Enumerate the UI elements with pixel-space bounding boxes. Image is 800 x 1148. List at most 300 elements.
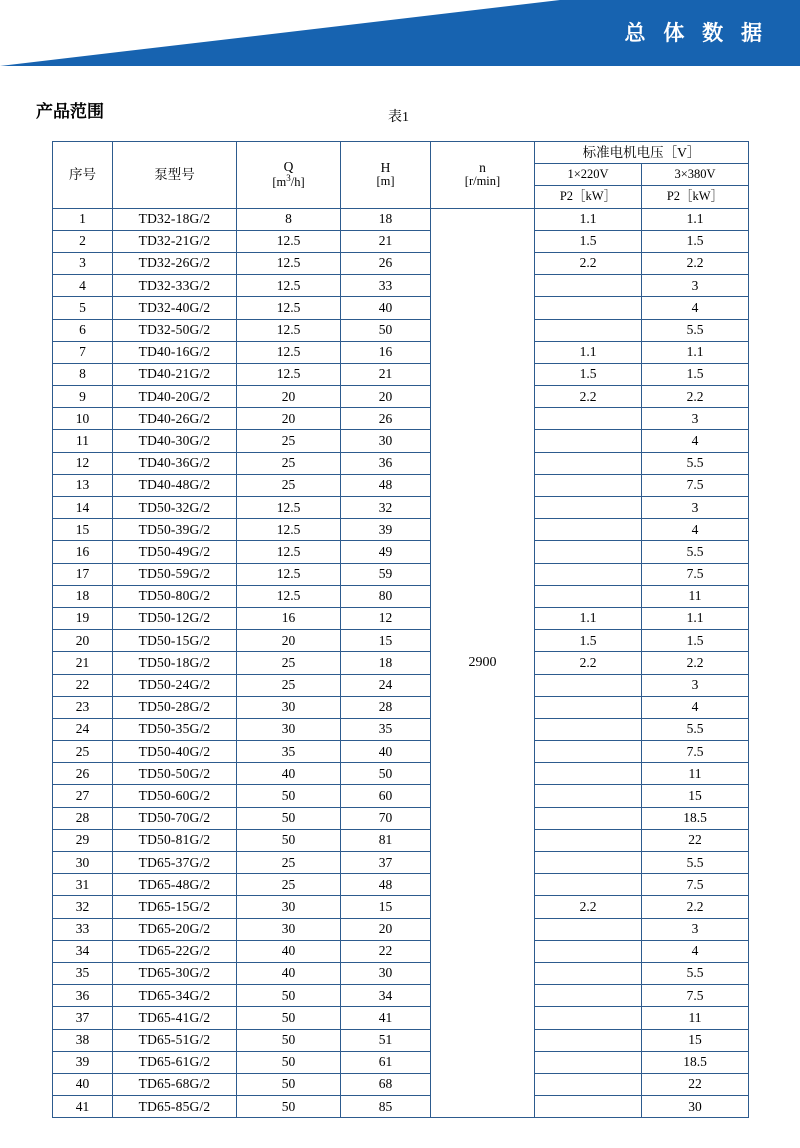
cell-q: 50 [237, 807, 341, 829]
cell-model: TD32-40G/2 [113, 297, 237, 319]
cell-p2-380: 18.5 [642, 1051, 749, 1073]
table-row [53, 852, 749, 874]
cell-p2-220 [535, 297, 642, 319]
section-heading: 产品范围 [36, 102, 104, 121]
cell-q: 8 [237, 208, 341, 230]
cell-p2-220: 1.5 [535, 630, 642, 652]
table-row [53, 297, 749, 319]
cell-no: 27 [53, 785, 113, 807]
table-row [53, 918, 749, 940]
cell-q: 12.5 [237, 541, 341, 563]
table-row [53, 319, 749, 341]
cell-no: 22 [53, 674, 113, 696]
cell-model: TD50-70G/2 [113, 807, 237, 829]
table-row [53, 718, 749, 740]
cell-h: 21 [341, 363, 431, 385]
cell-p2-220: 2.2 [535, 386, 642, 408]
cell-q: 35 [237, 741, 341, 763]
cell-p2-220 [535, 319, 642, 341]
cell-q: 30 [237, 696, 341, 718]
cell-model: TD50-59G/2 [113, 563, 237, 585]
cell-h: 15 [341, 630, 431, 652]
cell-no: 24 [53, 718, 113, 740]
cell-h: 48 [341, 874, 431, 896]
cell-p2-220: 1.1 [535, 607, 642, 629]
cell-no: 14 [53, 497, 113, 519]
cell-q: 12.5 [237, 563, 341, 585]
cell-h: 33 [341, 275, 431, 297]
cell-h: 50 [341, 319, 431, 341]
cell-h: 18 [341, 652, 431, 674]
cell-h: 49 [341, 541, 431, 563]
cell-q: 40 [237, 962, 341, 984]
cell-model: TD40-16G/2 [113, 341, 237, 363]
cell-q: 20 [237, 408, 341, 430]
page-header-band [0, 0, 800, 66]
cell-p2-380: 22 [642, 829, 749, 851]
table-row [53, 363, 749, 385]
cell-p2-380: 2.2 [642, 252, 749, 274]
cell-q: 12.5 [237, 341, 341, 363]
cell-p2-380: 5.5 [642, 452, 749, 474]
cell-q: 50 [237, 1096, 341, 1118]
cell-p2-220 [535, 430, 642, 452]
table-row [53, 563, 749, 585]
cell-h: 85 [341, 1096, 431, 1118]
cell-model: TD65-15G/2 [113, 896, 237, 918]
cell-model: TD50-80G/2 [113, 585, 237, 607]
cell-no: 35 [53, 962, 113, 984]
table-row [53, 652, 749, 674]
table-row [53, 1007, 749, 1029]
cell-no: 33 [53, 918, 113, 940]
cell-q: 50 [237, 785, 341, 807]
cell-h: 41 [341, 1007, 431, 1029]
table-row [53, 1029, 749, 1051]
cell-no: 36 [53, 985, 113, 1007]
table-row [53, 607, 749, 629]
cell-p2-220: 1.5 [535, 363, 642, 385]
header-h-symbol: H [380, 160, 391, 176]
cell-model: TD32-18G/2 [113, 208, 237, 230]
cell-p2-380: 5.5 [642, 718, 749, 740]
cell-no: 31 [53, 874, 113, 896]
cell-model: TD65-22G/2 [113, 940, 237, 962]
cell-p2-380: 1.5 [642, 230, 749, 252]
table-row [53, 430, 749, 452]
cell-p2-220 [535, 563, 642, 585]
cell-p2-380: 22 [642, 1073, 749, 1095]
cell-n-speed: 2900 [431, 208, 535, 1118]
cell-p2-380: 5.5 [642, 852, 749, 874]
table-row [53, 408, 749, 430]
cell-p2-220: 1.1 [535, 341, 642, 363]
cell-q: 40 [237, 940, 341, 962]
cell-h: 20 [341, 918, 431, 940]
cell-p2-220 [535, 718, 642, 740]
cell-p2-220 [535, 452, 642, 474]
cell-p2-220 [535, 985, 642, 1007]
cell-p2-380: 3 [642, 275, 749, 297]
table-body [53, 208, 749, 1118]
cell-no: 29 [53, 829, 113, 851]
cell-model: TD50-35G/2 [113, 718, 237, 740]
cell-p2-380: 7.5 [642, 985, 749, 1007]
cell-q: 25 [237, 474, 341, 496]
cell-model: TD50-32G/2 [113, 497, 237, 519]
header-n-unit: [r/min] [464, 174, 501, 189]
cell-model: TD65-30G/2 [113, 962, 237, 984]
cell-p2-380: 11 [642, 1007, 749, 1029]
cell-p2-380: 7.5 [642, 563, 749, 585]
cell-no: 38 [53, 1029, 113, 1051]
cell-p2-380: 4 [642, 696, 749, 718]
cell-p2-380: 4 [642, 430, 749, 452]
header-cell-h [341, 142, 431, 209]
cell-model: TD50-40G/2 [113, 741, 237, 763]
cell-model: TD50-12G/2 [113, 607, 237, 629]
cell-model: TD65-37G/2 [113, 852, 237, 874]
cell-no: 18 [53, 585, 113, 607]
header-cell-n [431, 142, 535, 209]
cell-q: 25 [237, 652, 341, 674]
cell-model: TD40-30G/2 [113, 430, 237, 452]
table-row [53, 630, 749, 652]
cell-p2-220 [535, 1073, 642, 1095]
cell-h: 30 [341, 430, 431, 452]
cell-p2-380: 30 [642, 1096, 749, 1118]
table-row [53, 474, 749, 496]
cell-no: 37 [53, 1007, 113, 1029]
cell-h: 26 [341, 408, 431, 430]
cell-h: 28 [341, 696, 431, 718]
table-row [53, 585, 749, 607]
cell-h: 34 [341, 985, 431, 1007]
page-title: 总 体 数 据 [624, 22, 768, 45]
cell-q: 25 [237, 874, 341, 896]
cell-p2-380: 2.2 [642, 652, 749, 674]
cell-model: TD32-33G/2 [113, 275, 237, 297]
cell-no: 16 [53, 541, 113, 563]
table-row [53, 962, 749, 984]
cell-no: 21 [53, 652, 113, 674]
product-range-table [52, 141, 749, 1118]
table-header-row-1 [53, 142, 749, 164]
cell-q: 12.5 [237, 519, 341, 541]
cell-no: 34 [53, 940, 113, 962]
cell-model: TD65-61G/2 [113, 1051, 237, 1073]
cell-model: TD40-21G/2 [113, 363, 237, 385]
cell-no: 12 [53, 452, 113, 474]
header-cell-voltage-220: 1×220V [535, 164, 642, 186]
cell-h: 70 [341, 807, 431, 829]
table-row [53, 829, 749, 851]
header-cell-p2-220: P2［kW］ [535, 186, 642, 208]
cell-h: 59 [341, 563, 431, 585]
cell-p2-380: 3 [642, 408, 749, 430]
cell-p2-220 [535, 585, 642, 607]
cell-q: 50 [237, 1007, 341, 1029]
cell-p2-380: 11 [642, 763, 749, 785]
cell-h: 40 [341, 297, 431, 319]
cell-model: TD40-26G/2 [113, 408, 237, 430]
cell-h: 30 [341, 962, 431, 984]
cell-h: 35 [341, 718, 431, 740]
cell-no: 5 [53, 297, 113, 319]
cell-no: 17 [53, 563, 113, 585]
table-row [53, 1073, 749, 1095]
cell-h: 68 [341, 1073, 431, 1095]
cell-q: 30 [237, 896, 341, 918]
cell-h: 20 [341, 386, 431, 408]
cell-no: 39 [53, 1051, 113, 1073]
cell-h: 26 [341, 252, 431, 274]
table-row [53, 452, 749, 474]
cell-p2-220: 2.2 [535, 652, 642, 674]
header-cell-model: 泵型号 [113, 142, 237, 209]
header-cell-voltage-group: 标准电机电压［V］ [535, 142, 749, 164]
cell-h: 51 [341, 1029, 431, 1051]
cell-p2-380: 15 [642, 785, 749, 807]
table-row [53, 497, 749, 519]
cell-h: 37 [341, 852, 431, 874]
cell-p2-380: 2.2 [642, 386, 749, 408]
table-header [53, 142, 749, 209]
cell-model: TD32-26G/2 [113, 252, 237, 274]
cell-p2-380: 18.5 [642, 807, 749, 829]
cell-no: 15 [53, 519, 113, 541]
table-row [53, 985, 749, 1007]
cell-p2-220 [535, 474, 642, 496]
cell-h: 80 [341, 585, 431, 607]
cell-h: 24 [341, 674, 431, 696]
cell-p2-220 [535, 541, 642, 563]
cell-no: 10 [53, 408, 113, 430]
table-row [53, 763, 749, 785]
cell-q: 50 [237, 829, 341, 851]
cell-model: TD40-36G/2 [113, 452, 237, 474]
cell-q: 25 [237, 452, 341, 474]
cell-model: TD50-28G/2 [113, 696, 237, 718]
cell-model: TD65-68G/2 [113, 1073, 237, 1095]
cell-h: 36 [341, 452, 431, 474]
cell-p2-380: 7.5 [642, 741, 749, 763]
table-row [53, 696, 749, 718]
cell-h: 32 [341, 497, 431, 519]
cell-q: 50 [237, 1051, 341, 1073]
table-row [53, 674, 749, 696]
cell-p2-220 [535, 519, 642, 541]
cell-p2-220 [535, 829, 642, 851]
cell-h: 12 [341, 607, 431, 629]
cell-p2-220 [535, 696, 642, 718]
cell-model: TD65-51G/2 [113, 1029, 237, 1051]
cell-q: 50 [237, 1029, 341, 1051]
cell-no: 11 [53, 430, 113, 452]
cell-no: 25 [53, 741, 113, 763]
cell-h: 81 [341, 829, 431, 851]
cell-model: TD50-15G/2 [113, 630, 237, 652]
table-row [53, 874, 749, 896]
cell-p2-220 [535, 785, 642, 807]
table-row [53, 252, 749, 274]
cell-no: 26 [53, 763, 113, 785]
cell-h: 15 [341, 896, 431, 918]
table-row [53, 341, 749, 363]
cell-no: 23 [53, 696, 113, 718]
cell-model: TD40-20G/2 [113, 386, 237, 408]
cell-p2-220 [535, 1007, 642, 1029]
header-q-symbol: Q [283, 159, 294, 175]
cell-p2-380: 1.1 [642, 208, 749, 230]
cell-model: TD50-24G/2 [113, 674, 237, 696]
cell-p2-220 [535, 874, 642, 896]
header-cell-no: 序号 [53, 142, 113, 209]
cell-no: 2 [53, 230, 113, 252]
cell-model: TD50-60G/2 [113, 785, 237, 807]
table-row [53, 940, 749, 962]
cell-p2-380: 15 [642, 1029, 749, 1051]
cell-q: 25 [237, 852, 341, 874]
cell-p2-380: 1.1 [642, 607, 749, 629]
cell-q: 25 [237, 674, 341, 696]
product-range-table-wrapper [52, 141, 748, 1118]
cell-p2-220 [535, 741, 642, 763]
cell-p2-220 [535, 918, 642, 940]
cell-p2-380: 5.5 [642, 541, 749, 563]
cell-model: TD50-81G/2 [113, 829, 237, 851]
cell-q: 12.5 [237, 252, 341, 274]
cell-model: TD50-49G/2 [113, 541, 237, 563]
cell-p2-220 [535, 763, 642, 785]
cell-no: 13 [53, 474, 113, 496]
cell-model: TD65-20G/2 [113, 918, 237, 940]
table-row [53, 208, 749, 230]
cell-p2-380: 3 [642, 674, 749, 696]
cell-no: 3 [53, 252, 113, 274]
cell-no: 40 [53, 1073, 113, 1095]
table-row [53, 230, 749, 252]
cell-p2-380: 1.1 [642, 341, 749, 363]
cell-h: 22 [341, 940, 431, 962]
header-cell-p2-380: P2［kW］ [642, 186, 749, 208]
cell-q: 20 [237, 630, 341, 652]
cell-h: 50 [341, 763, 431, 785]
cell-p2-220: 2.2 [535, 252, 642, 274]
cell-p2-220 [535, 674, 642, 696]
cell-model: TD65-85G/2 [113, 1096, 237, 1118]
cell-q: 20 [237, 386, 341, 408]
cell-model: TD65-48G/2 [113, 874, 237, 896]
cell-p2-380: 4 [642, 940, 749, 962]
cell-no: 41 [53, 1096, 113, 1118]
cell-model: TD40-48G/2 [113, 474, 237, 496]
cell-no: 19 [53, 607, 113, 629]
cell-model: TD50-39G/2 [113, 519, 237, 541]
cell-q: 40 [237, 763, 341, 785]
cell-p2-380: 5.5 [642, 962, 749, 984]
cell-no: 9 [53, 386, 113, 408]
cell-q: 16 [237, 607, 341, 629]
cell-q: 25 [237, 430, 341, 452]
cell-p2-220 [535, 852, 642, 874]
cell-h: 18 [341, 208, 431, 230]
cell-p2-220 [535, 940, 642, 962]
cell-p2-380: 7.5 [642, 874, 749, 896]
cell-q: 12.5 [237, 363, 341, 385]
cell-model: TD50-18G/2 [113, 652, 237, 674]
cell-q: 30 [237, 918, 341, 940]
header-cell-voltage-380: 3×380V [642, 164, 749, 186]
cell-p2-220: 2.2 [535, 896, 642, 918]
cell-h: 39 [341, 519, 431, 541]
cell-p2-220 [535, 497, 642, 519]
cell-p2-380: 1.5 [642, 363, 749, 385]
cell-p2-220 [535, 275, 642, 297]
cell-p2-220: 1.5 [535, 230, 642, 252]
table-row [53, 386, 749, 408]
cell-no: 1 [53, 208, 113, 230]
cell-h: 61 [341, 1051, 431, 1073]
cell-p2-220 [535, 962, 642, 984]
table-caption: 表1 [388, 110, 409, 125]
cell-h: 48 [341, 474, 431, 496]
cell-model: TD65-34G/2 [113, 985, 237, 1007]
cell-h: 21 [341, 230, 431, 252]
cell-p2-380: 7.5 [642, 474, 749, 496]
cell-p2-380: 5.5 [642, 319, 749, 341]
cell-h: 40 [341, 741, 431, 763]
table-row [53, 275, 749, 297]
cell-q: 30 [237, 718, 341, 740]
header-angle-decoration [0, 0, 560, 66]
cell-h: 60 [341, 785, 431, 807]
header-h-unit: [m] [376, 174, 395, 189]
cell-no: 28 [53, 807, 113, 829]
cell-q: 12.5 [237, 297, 341, 319]
cell-no: 20 [53, 630, 113, 652]
cell-no: 7 [53, 341, 113, 363]
cell-q: 12.5 [237, 230, 341, 252]
cell-model: TD32-50G/2 [113, 319, 237, 341]
cell-p2-380: 1.5 [642, 630, 749, 652]
cell-no: 32 [53, 896, 113, 918]
cell-no: 4 [53, 275, 113, 297]
table-row [53, 1051, 749, 1073]
cell-p2-380: 4 [642, 297, 749, 319]
cell-p2-220 [535, 1096, 642, 1118]
table-row [53, 1096, 749, 1118]
cell-p2-380: 4 [642, 519, 749, 541]
cell-model: TD65-41G/2 [113, 1007, 237, 1029]
cell-p2-220 [535, 1051, 642, 1073]
table-row [53, 541, 749, 563]
table-row [53, 896, 749, 918]
cell-h: 16 [341, 341, 431, 363]
cell-no: 6 [53, 319, 113, 341]
cell-q: 12.5 [237, 275, 341, 297]
cell-p2-380: 11 [642, 585, 749, 607]
cell-p2-220 [535, 1029, 642, 1051]
cell-q: 12.5 [237, 319, 341, 341]
cell-model: TD32-21G/2 [113, 230, 237, 252]
cell-q: 12.5 [237, 497, 341, 519]
header-q-unit: $[m^3/h]$ [272, 173, 305, 190]
table-row [53, 807, 749, 829]
cell-q: 50 [237, 1073, 341, 1095]
header-cell-q [237, 142, 341, 209]
table-row [53, 785, 749, 807]
